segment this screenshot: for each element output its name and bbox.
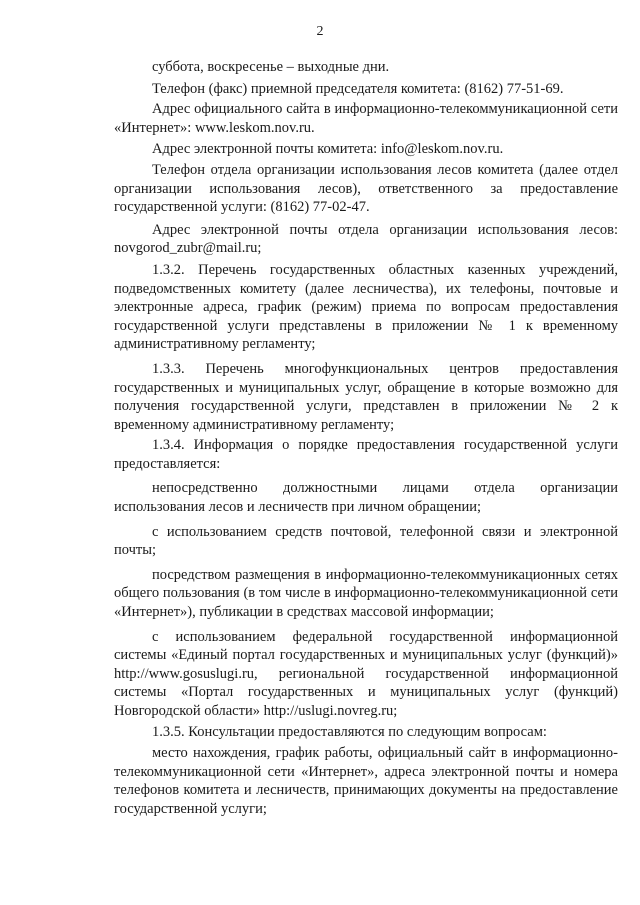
paragraph-email-department: Адрес электронной почты отдела организации использования лесов: novgorod_zubr@mail.ru; bbox=[114, 221, 618, 257]
paragraph-website: Адрес официального сайта в информационно-телекоммуникационной сети «Интернет»: www.leskom.nov.ru. bbox=[114, 101, 618, 136]
paragraph-networks: посредством размещения в информационно-телекоммуникационных сетях общего пользования (в том числе в информационно-телекоммуникационной сети «Интернет»), публикации в средствах массовой информации; bbox=[114, 566, 618, 621]
document-body bbox=[114, 58, 618, 819]
paragraph-phone-chair: Телефон (факс) приемной председателя комитета: (8162) 77-51-69. bbox=[152, 80, 564, 97]
paragraph-in-person: непосредственно должностными лицами отдела организации использования лесов и лесничеств при личном обращении; bbox=[114, 480, 618, 516]
paragraph-1-3-2: 1.3.2. Перечень государственных областных казенных учреждений, подведомственных комитету (далее лесничества), их телефоны, почтовые и электронные адреса, график (режим) приема по вопросам предоставления государственной услуги представлены в приложении № 1 к временному административному регламенту; bbox=[114, 261, 618, 353]
paragraph-weekend: суббота, воскресенье – выходные дни. bbox=[152, 59, 390, 75]
page-number: 2 bbox=[316, 24, 324, 39]
paragraph-consult-location: место нахождения, график работы, официальный сайт в информационно-телекоммуникационной сети «Интернет», адреса электронной почты и номера телефонов комитета и лесничеств, принимающих документы на предоставление государственной услуги; bbox=[114, 745, 618, 817]
paragraph-1-3-3: 1.3.3. Перечень многофункциональных центров предоставления государственных и муниципальных услуг, обращение в которые возможно для получения государственной услуги, представлен в приложении № 2 к временному административному регламенту; bbox=[114, 360, 618, 433]
paragraph-email-committee: Адрес электронной почты комитета: info@leskom.nov.ru. bbox=[152, 141, 504, 158]
paragraph-1-3-4: 1.3.4. Информация о порядке предоставления государственной услуги предоставляется: bbox=[114, 437, 618, 472]
paragraph-post-phone: с использованием средств почтовой, телефонной связи и электронной почты; bbox=[114, 523, 618, 559]
paragraph-phone-department: Телефон отдела организации использования лесов комитета (далее отдел организации использования лесов), ответственного за предоставление государственной услуги: (8162) 77-02-47. bbox=[114, 161, 618, 216]
paragraph-portals: с использованием федеральной государственной информационной системы «Единый портал государственных и муниципальных услуг (функций)» http://www.gosuslugi.ru, региональной государственной информационной системы «Портал государственных и муниципальных услуг (функций) Новгородской области» http://uslugi.novreg.ru; bbox=[114, 628, 618, 719]
paragraph-1-3-5: 1.3.5. Консультации предоставляются по следующим вопросам: bbox=[152, 723, 547, 740]
